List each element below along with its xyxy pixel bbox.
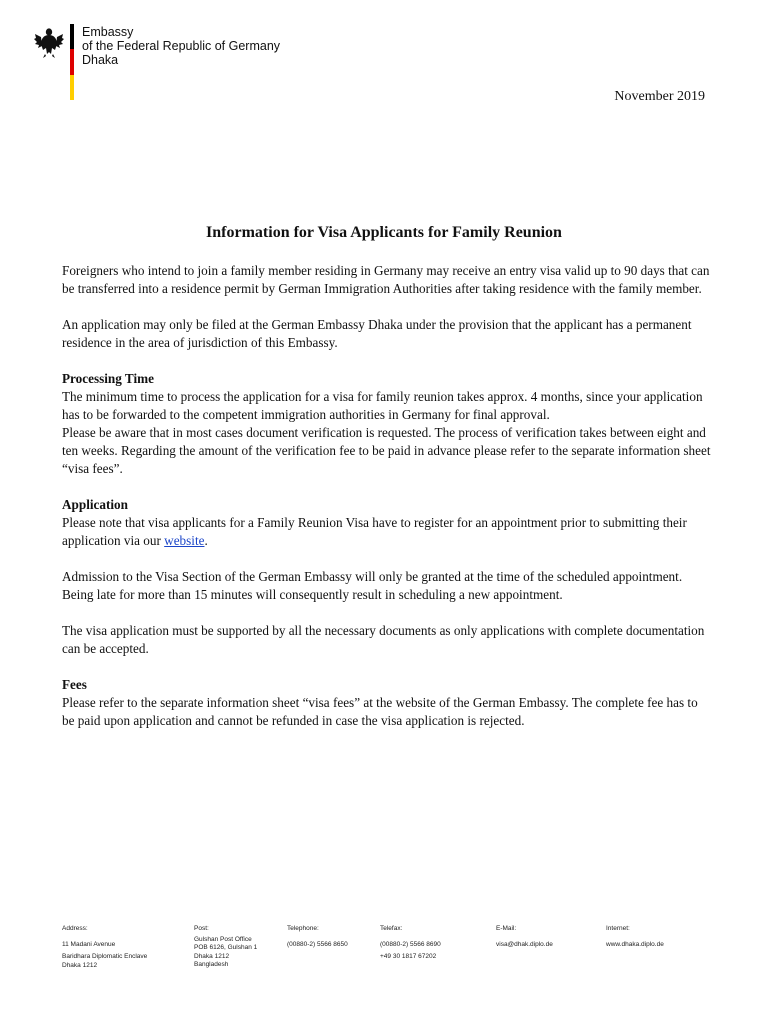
documents-paragraph: The visa application must be supported by all the necessary documents as only applications with complete documentation can be accepted. xyxy=(62,623,705,656)
footer-internet xyxy=(606,925,664,949)
footer-post xyxy=(194,925,257,970)
admission-paragraph: Admission to the Visa Section of the German Embassy will only be granted at the time of the scheduled appointment. Being late for more than 15 minutes will consequently result in scheduling a new appointment. xyxy=(62,569,683,602)
flag-black xyxy=(70,24,74,49)
footer-telephone xyxy=(287,925,348,949)
org-line: of the Federal Republic of Germany xyxy=(82,39,281,53)
footer-label: Post: xyxy=(194,925,209,932)
appointment-text: Please note that visa applicants for a Family Reunion Visa have to register for an appointment prior to submitting their application via our xyxy=(62,515,687,548)
org-line: Dhaka xyxy=(82,53,119,67)
footer-telefax xyxy=(380,925,441,962)
footer-line: Dhaka 1212 xyxy=(194,952,230,960)
footer-line: POB 6126, Gulshan 1 xyxy=(194,944,258,951)
embassy-name xyxy=(82,25,280,67)
federal-eagle-icon xyxy=(34,26,64,58)
footer-line: +49 30 1817 67202 xyxy=(380,953,437,960)
footer-line: Gulshan Post Office xyxy=(194,935,252,943)
processing-time-heading: Processing Time xyxy=(62,371,154,386)
document-body xyxy=(62,262,712,730)
footer-line[interactable]: visa@dhak.diplo.de xyxy=(496,940,553,948)
footer-line: (00880-2) 5566 8690 xyxy=(380,940,441,948)
footer-email xyxy=(496,925,553,949)
intro-paragraph: Foreigners who intend to join a family member residing in Germany may receive an entry visa valid up to 90 days that can be transferred into a residence permit by German Immigration Authorities after taking residence with the family member. xyxy=(62,263,710,296)
footer-line: Baridhara Diplomatic Enclave xyxy=(62,953,148,960)
footer-label: Telefax: xyxy=(380,925,403,932)
footer-address xyxy=(62,925,147,970)
footer-label: Address: xyxy=(62,925,88,932)
footer-label: Telephone: xyxy=(287,925,319,932)
footer-line: (00880-2) 5566 8650 xyxy=(287,940,348,948)
footer-line[interactable]: www.dhaka.diplo.de xyxy=(606,940,664,948)
footer-label: Internet: xyxy=(606,925,630,932)
document-title: Information for Visa Applicants for Family Reunion xyxy=(206,224,562,241)
fees-heading: Fees xyxy=(62,677,87,692)
website-link[interactable]: website xyxy=(164,533,205,548)
application-heading: Application xyxy=(62,497,128,512)
footer-label: E-Mail: xyxy=(496,925,517,932)
fees-text: Please refer to the separate information sheet “visa fees” at the website of the German Embassy. The complete fee has to be paid upon application and cannot be refunded in case the visa application is rejected. xyxy=(62,695,698,728)
footer-line: Dhaka 1212 xyxy=(62,961,98,969)
processing-time-text: The minimum time to process the application for a visa for family reunion takes approx. 4 months, since your application has to be forwarded to the competent immigration authorities in Germany for final approval. xyxy=(62,389,703,422)
flag-red xyxy=(70,49,74,74)
org-line: Embassy xyxy=(82,25,134,39)
german-flag-bar xyxy=(70,24,74,100)
footer-line: Bangladesh xyxy=(194,961,229,968)
verification-text: Please be aware that in most cases document verification is requested. The process of verification takes between eight and ten weeks. Regarding the amount of the verification fee to be paid in advance please refer to the separate information sheet “visa fees”. xyxy=(62,425,711,476)
appointment-paragraph xyxy=(62,514,712,550)
flag-gold xyxy=(70,75,74,100)
footer-line: 11 Madani Avenue xyxy=(62,940,116,948)
jurisdiction-paragraph: An application may only be filed at the German Embassy Dhaka under the provision that the applicant has a permanent residence in the area of jurisdiction of this Embassy. xyxy=(62,317,692,350)
document-date: November 2019 xyxy=(614,89,705,104)
appointment-text-end: . xyxy=(204,533,208,548)
